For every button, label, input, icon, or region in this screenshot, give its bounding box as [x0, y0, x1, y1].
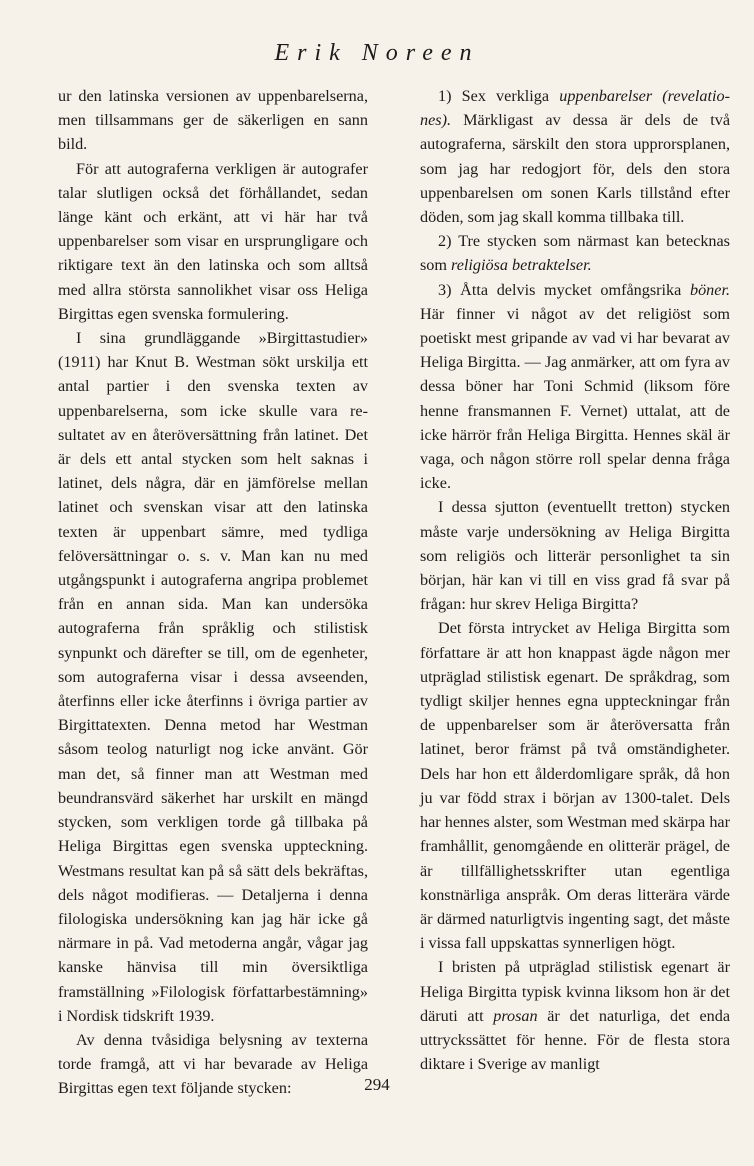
item-emphasis: uppenbarelser (revelationes). — [420, 87, 730, 130]
item-text: Sex verkliga — [461, 87, 550, 105]
paragraph: Av denna tvåsidiga belysning av texterna torde framgå, att vi har bevarade av Heliga Birgittas egen text följande stycken: — [58, 1030, 368, 1098]
item-number: 3) — [438, 280, 452, 299]
paragraph: I dessa sjutton (eventuellt tretton) stycken måste varje undersökning av Heliga Birgitta som religiös och litterär personlighet ta sin början, här kan vi till en viss grad få svar på frågan: hur skrev Heliga Birgitta? — [420, 498, 730, 614]
paragraph-emphasis: prosan — [493, 1006, 538, 1025]
item-number: 2) — [438, 232, 452, 251]
page-number: 294 — [364, 1075, 390, 1094]
item-emphasis: religiösa betraktelser. — [451, 256, 592, 275]
item-text: Åtta delvis mycket omfångsrika — [460, 280, 682, 299]
item-text: Tre stycken som närmast kan betecknas som — [420, 232, 730, 275]
list-item — [420, 84, 730, 229]
running-header: Erik Noreen — [274, 40, 480, 66]
paragraph: För att autograferna verkligen är autografer talar slutligen också det förhållandet, sedan länge känt och erkänt, att vi här har två uppenbarelser som visar en ursprungligare och riktigare text än den latinska och som alltså med allra största sannolikhet visar oss Heliga Birgittas egen svenska formulering. — [58, 159, 368, 323]
paragraph-text: är det naturliga, det enda uttryckssättet för henne. För de flesta stora diktare i Sverige av manligt — [420, 1006, 731, 1074]
paragraph-text: I bristen på utpräglad stilistisk egenart är Heliga Birgitta typisk kvinna liksom hon är det däruti att — [420, 958, 730, 1025]
paragraph: I sina grundläggande »Birgittastudier» (1911) har Knut B. Westman sökt urskilja ett antal partier i den svenska texten av uppenbarelserna, som icke skulle vara resultatet av en återöversättning från latinet. Det är dels ett antal stycken som helt saknas i latinet, dels några, där en jämförelse mellan latinet och svenskan visar att den latinska texten är uppenbart sämre, med tydliga felöversättningar o. s. v. Man kan nu med utgångspunkt i autograferna angripa problemet från en annan sida. Man kan undersöka autograferna från språklig och stilistisk synpunkt och därefter se till, om de egenheter, som autograferna visar i dessa avseenden, återfinns eller icke återfinns i övriga partier av Birgittatexten. Denna metod har Westman såsom teolog naturligt nog icke använt. Gör man det, så finner man att Westman med beundransvärd säkerhet har urskilt en mängd stycken, som verkligen torde gå tillbaka på Heliga Birgittas egen svenska uppteckning. Westmans resultat kan på så sätt dels bekräftas, dels något modifieras. — Detaljerna i denna filologiska undersökning kan jag här icke gå närmare in på. Vad metoderna angår, vågar jag kanske hänvisa till min översiktliga framställning »Filologisk författarbestämning» i Nordisk tidskrift 1939. — [58, 329, 368, 1025]
paragraph — [420, 955, 730, 1076]
item-emphasis: böner. — [689, 280, 731, 299]
paragraph: Det första intrycket av Heliga Birgitta som författare är att hon knappast ägde någon mer utpräglad stilistisk egenart. De språkdrag, som tydligt skiljer hennes egna uppteckningar från de uppenbarelser som är återöversatta från latinet, beror främst på två omständigheter. Dels har hon ett ålderdomligare språk, då hon ju var född strax i början av 1300-talet. Dels har hennes alster, som Westman med skärpa har framhållit, genomgående en olitterär prägel, de är tillfällighetsskrifter utan egentliga konstnärliga anspråk. Om deras litterära värde är därmed naturligtvis ingenting sagt, det måste i vissa fall uppskattas synnerligen högt. — [420, 619, 730, 953]
right-column — [420, 84, 730, 1076]
list-item — [420, 229, 730, 277]
item-number: 1) — [438, 87, 452, 105]
item-text: Här finner vi något av det religiöst som poetiskt mest gripande av vad vi har bevarat av Heliga Birgitta. — Jag anmärker, att om fyra av dessa böner har Toni Schmid (liksom före henne fransmannen F. Vernet) uttalat, att de icke härrör från Heliga Birgitta. Hennes skäl är vaga, och någon större roll spelar denna fråga icke. — [420, 304, 730, 493]
left-column — [58, 84, 368, 1101]
paragraph: ur den latinska versionen av uppenbarelserna, men tillsammans ger de säkerligen en sann bild. — [58, 87, 368, 154]
list-item — [420, 278, 730, 496]
item-text: Märkligast av dessa är dels de två autograferna, särskilt den stora upprorsplanen, som jag har redogjort för, dels den stora uppenbarelsen om sonen Karls tillstånd efter döden, som jag skall komma tillbaka till. — [420, 111, 731, 227]
